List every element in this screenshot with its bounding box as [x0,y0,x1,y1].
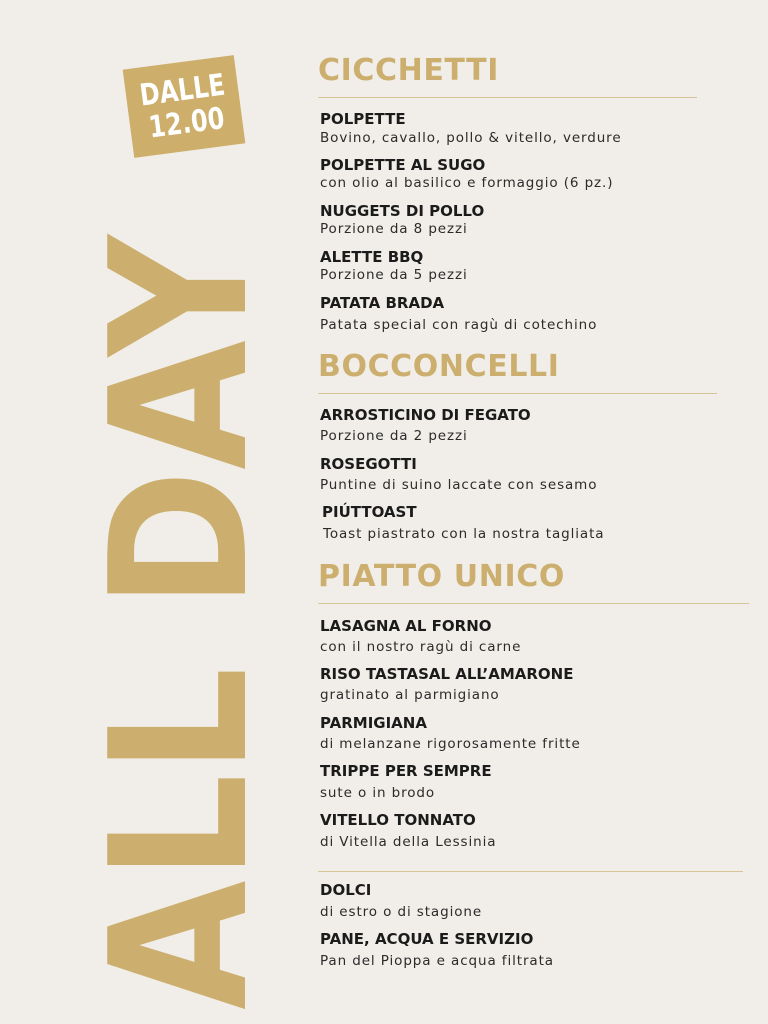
section-divider [318,603,749,605]
menu-item [320,201,485,237]
section-heading-piatto-unico: PIATTO UNICO [318,558,565,594]
dish-name: POLPETTE AL SUGO [320,156,486,174]
dish-description: sute o in brodo [320,785,436,801]
section-divider [318,871,743,873]
menu-item [320,664,574,703]
dish-name: NUGGETS DI POLLO [320,202,485,220]
dish-name: ROSEGOTTI [320,455,417,473]
menu-item [320,454,598,493]
dish-name: ARROSTICINO DI FEGATO [320,406,531,424]
menu-item [320,247,468,283]
dish-description: gratinato al parmigiano [320,687,500,703]
dish-name: POLPETTE [320,110,406,128]
menu-item [320,929,554,969]
dish-name: PARMIGIANA [320,714,427,732]
menu-item [320,405,531,444]
dish-name: LASAGNA AL FORNO [320,617,492,635]
dish-description: Porzione da 5 pezzi [320,267,468,283]
section-divider [318,393,717,395]
dish-description: di Vitella della Lessinia [320,834,497,850]
dish-name: VITELLO TONNATO [320,811,476,829]
dish-description: Bovino, cavallo, pollo & vitello, verdure [320,130,622,146]
dish-description: Porzione da 2 pezzi [320,428,468,444]
menu-item [320,293,598,333]
dish-description: di estro o di stagione [320,904,483,920]
dish-name: RISO TASTASAL ALL’AMARONE [320,665,574,683]
dish-description: Toast piastrato con la nostra tagliata [323,526,605,542]
menu-item [320,109,622,146]
hours-badge [123,55,246,158]
hours-badge-line2: 12.00 [146,100,227,146]
dish-description: Patata special con ragù di cotechino [320,317,598,333]
dish-name: DOLCI [320,881,372,899]
menu-item [320,880,483,920]
section-heading-cicchetti: CICCHETTI [318,52,499,88]
section-heading-bocconcelli: BOCCONCELLI [318,348,560,384]
menu-item [320,155,614,191]
hours-badge-line1: DALLE [137,67,227,114]
menu-item [320,810,497,850]
dish-description: Porzione da 8 pezzi [320,221,468,237]
dish-description: di melanzane rigorosamente fritte [320,736,581,752]
menu-item [322,502,605,542]
menu-item [320,761,492,801]
dish-description: con il nostro ragù di carne [320,639,522,655]
dish-description: con olio al basilico e formaggio (6 pz.) [320,175,614,191]
section-divider [318,97,697,99]
dish-name: TRIPPE PER SEMPRE [320,762,492,780]
menu-item [320,616,522,655]
dish-description: Pan del Pioppa e acqua filtrata [320,953,554,969]
dish-description: Puntine di suino laccate con sesamo [320,477,598,493]
dish-name: PIÚTTOAST [322,503,417,521]
dish-name: ALETTE BBQ [320,248,424,266]
dish-name: PATATA BRADA [320,294,445,312]
menu-item [320,713,581,752]
all-day-title: ALL DAY [70,135,290,1010]
dish-name: PANE, ACQUA E SERVIZIO [320,930,534,948]
